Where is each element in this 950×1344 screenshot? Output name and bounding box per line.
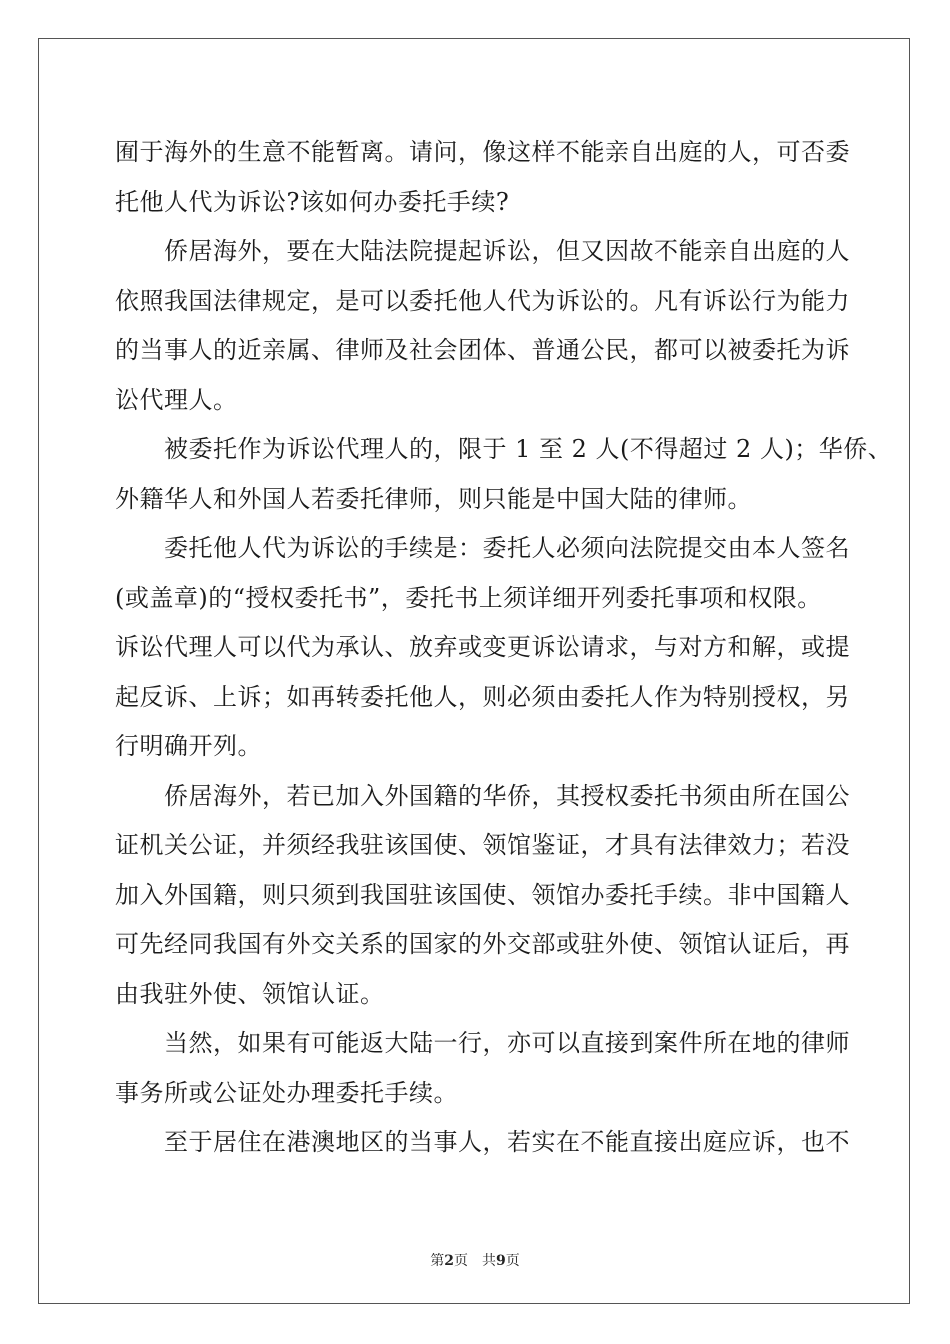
text-line: 至于居住在港澳地区的当事人，若实在不能直接出庭应诉，也不 <box>115 1128 850 1156</box>
text-line: 被委托作为诉讼代理人的，限于 1 至 2 人(不得超过 2 人)；华侨、 <box>115 435 893 463</box>
page-suffix: 页 <box>454 1253 468 1269</box>
text-line: 可先经同我国有外交关系的国家的外交部或驻外使、领馆认证后，再 <box>115 930 850 958</box>
text-line: 事务所或公证处办理委托手续。 <box>115 1078 458 1107</box>
total-suffix: 页 <box>505 1253 520 1269</box>
text-line: 行明确开列。 <box>115 732 262 760</box>
text-line: 囿于海外的生意不能暂离。请问，像这样不能亲自出庭的人，可否委 <box>115 138 850 166</box>
document-body <box>115 128 893 1168</box>
text-line: 当然，如果有可能返大陆一行，亦可以直接到案件所在地的律师 <box>115 1029 850 1057</box>
text-line: 外籍华人和外国人若委托律师，则只能是中国大陆的律师。 <box>115 484 752 513</box>
page-footer <box>0 1250 950 1270</box>
text-line: 侨居海外，若已加入外国籍的华侨，其授权委托书须由所在国公 <box>115 781 850 810</box>
page-prefix: 第 <box>430 1253 445 1269</box>
total-page-number: 9 <box>496 1253 506 1269</box>
text-line: 讼代理人。 <box>115 385 238 414</box>
current-page-number: 2 <box>444 1253 454 1269</box>
text-line: 依照我国法律规定，是可以委托他人代为诉讼的。凡有诉讼行为能力 <box>115 286 850 315</box>
text-line: 诉讼代理人可以代为承认、放弃或变更诉讼请求，与对方和解，或提 <box>115 633 850 661</box>
text-line: 托他人代为诉讼?该如何办委托手续? <box>115 187 510 216</box>
text-line: 起反诉、上诉；如再转委托他人，则必须由委托人作为特别授权，另 <box>115 682 850 711</box>
text-line: 加入外国籍，则只须到我国驻该国使、领馆办委托手续。非中国籍人 <box>115 880 850 909</box>
text-line: 由我驻外使、领馆认证。 <box>115 979 385 1008</box>
text-line: 证机关公证，并须经我驻该国使、领馆鉴证，才具有法律效力；若没 <box>115 831 850 859</box>
total-prefix: 共 <box>482 1253 496 1269</box>
text-line: (或盖章)的“授权委托书”，委托书上须详细开列委托事项和权限。 <box>115 583 822 612</box>
text-line: 委托他人代为诉讼的手续是：委托人必须向法院提交由本人签名 <box>115 534 850 562</box>
text-line: 的当事人的近亲属、律师及社会团体、普通公民，都可以被委托为诉 <box>115 336 850 364</box>
text-line: 侨居海外，要在大陆法院提起诉讼，但又因故不能亲自出庭的人 <box>115 237 850 265</box>
